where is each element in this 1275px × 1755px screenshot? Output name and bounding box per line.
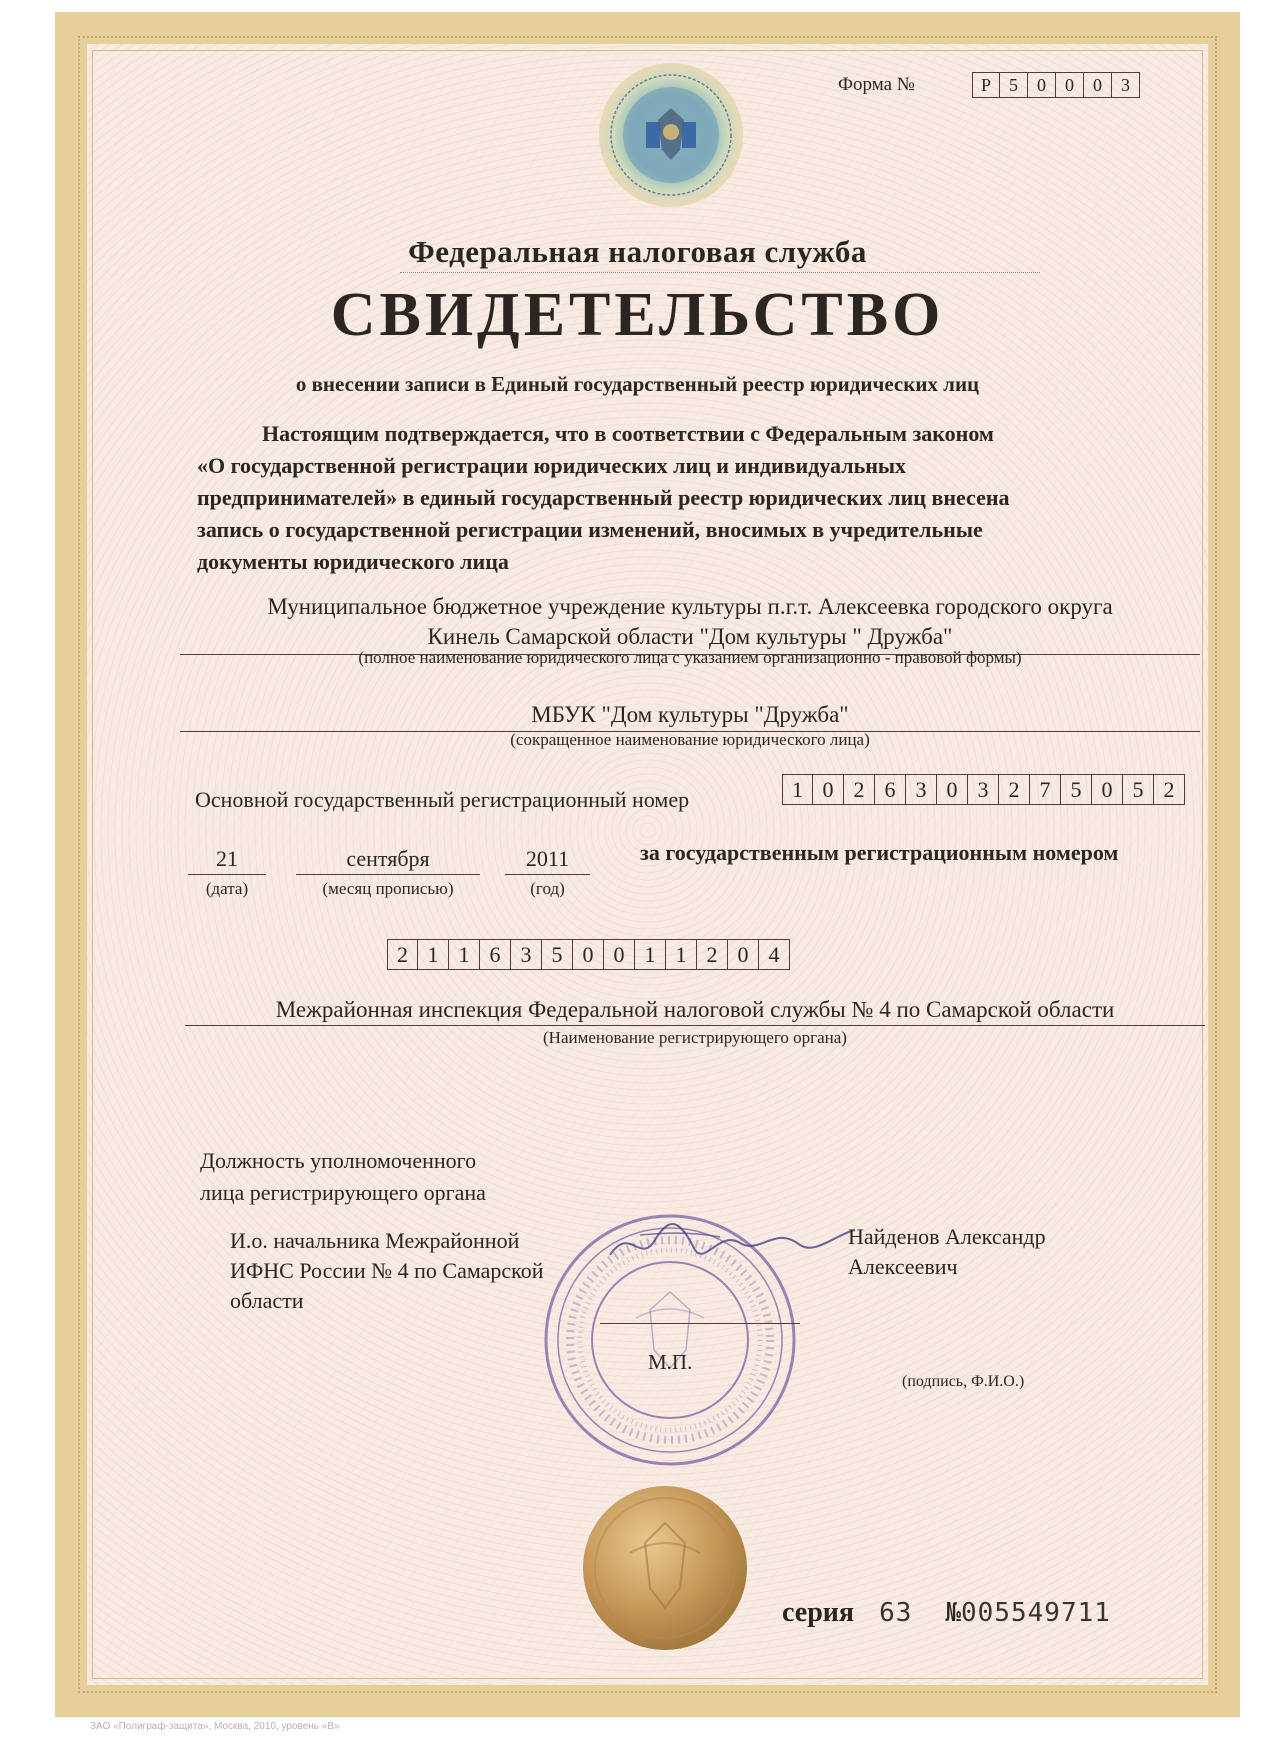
gold-seal-icon bbox=[580, 1483, 750, 1653]
signature-icon bbox=[600, 1215, 860, 1275]
entity-full-name-caption: (полное наименование юридического лица с указанием организационно - правовой формы) bbox=[358, 648, 1022, 667]
signature-caption: (подпись, Ф.И.О.) bbox=[902, 1373, 1025, 1390]
record-month-caption: (месяц прописью) bbox=[322, 879, 454, 898]
ogrn-digit: 3 bbox=[968, 774, 999, 805]
paragraph-line: запись о государственной регистрации изменений, вносимых в учредительные bbox=[197, 517, 983, 542]
official-position bbox=[230, 1226, 544, 1316]
entity-short-name: МБУК "Дом культуры "Дружба" bbox=[180, 702, 1200, 732]
agency-divider bbox=[400, 272, 1040, 273]
stamp-place-label: М.П. bbox=[648, 1350, 693, 1374]
registering-authority: Межрайонная инспекция Федеральной налоговой службы № 4 по Самарской области bbox=[185, 997, 1205, 1026]
grn-digit: 1 bbox=[449, 939, 480, 970]
ogrn-digit: 0 bbox=[813, 774, 844, 805]
grn-label: за государственным регистрационным номером bbox=[640, 840, 1119, 865]
ogrn-digit: 1 bbox=[782, 774, 813, 805]
grn-digit: 0 bbox=[604, 939, 635, 970]
grn-digit: 0 bbox=[728, 939, 759, 970]
form-number-boxes bbox=[972, 72, 1140, 98]
record-month: сентября bbox=[296, 846, 480, 875]
registering-authority-caption: (Наименование регистрирующего органа) bbox=[543, 1028, 847, 1047]
official-position-line: области bbox=[230, 1288, 304, 1313]
ogrn-digit: 2 bbox=[844, 774, 875, 805]
blank-number-label: № bbox=[945, 1598, 962, 1628]
grn-digit: 3 bbox=[511, 939, 542, 970]
signatory-name-line: Найденов Александр bbox=[848, 1224, 1046, 1249]
form-number-digit: 0 bbox=[1028, 72, 1056, 98]
certification-paragraph bbox=[197, 418, 1182, 578]
printer-imprint: ЗАО «Полиграф-защита», Москва, 2010, уровень «В» bbox=[90, 1721, 340, 1732]
ogrn-digit: 2 bbox=[1154, 774, 1185, 805]
series-value: 63 bbox=[879, 1598, 913, 1628]
entity-full-name bbox=[180, 592, 1200, 655]
record-year-caption: (год) bbox=[530, 879, 565, 898]
hologram-emblem-icon bbox=[596, 60, 746, 210]
form-number-label: Форма № bbox=[838, 74, 915, 95]
signature-line bbox=[600, 1323, 800, 1324]
ogrn-boxes bbox=[782, 774, 1185, 805]
document-title: СВИДЕТЕЛЬСТВО bbox=[330, 281, 945, 349]
record-day: 21 bbox=[188, 846, 266, 875]
signatory-name bbox=[848, 1222, 1046, 1282]
grn-digit: 2 bbox=[387, 939, 418, 970]
record-year: 2011 bbox=[505, 846, 590, 875]
paragraph-line: Настоящим подтверждается, что в соответствии с Федеральным законом bbox=[262, 421, 994, 446]
signatory-name-line: Алексеевич bbox=[848, 1254, 958, 1279]
paragraph-line: предпринимателей» в единый государственный реестр юридических лиц внесена bbox=[197, 485, 1010, 510]
form-number-digit: 0 bbox=[1056, 72, 1084, 98]
grn-digit: 1 bbox=[418, 939, 449, 970]
blank-number: 005549711 bbox=[961, 1598, 1111, 1628]
ogrn-digit: 0 bbox=[1092, 774, 1123, 805]
paragraph-line: документы юридического лица bbox=[197, 549, 509, 574]
official-position-label-line: Должность уполномоченного bbox=[200, 1148, 477, 1173]
ogrn-digit: 6 bbox=[875, 774, 906, 805]
record-day-caption: (дата) bbox=[205, 879, 249, 898]
ogrn-digit: 3 bbox=[906, 774, 937, 805]
entity-full-name-line: Муниципальное бюджетное учреждение культуры п.г.т. Алексеевка городского округа bbox=[267, 594, 1113, 619]
ogrn-digit: 5 bbox=[1061, 774, 1092, 805]
grn-digit: 1 bbox=[635, 939, 666, 970]
ogrn-digit: 2 bbox=[999, 774, 1030, 805]
grn-digit: 4 bbox=[759, 939, 790, 970]
document-subtitle: о внесении записи в Единый государственный реестр юридических лиц bbox=[295, 372, 980, 396]
entity-full-name-line: Кинель Самарской области "Дом культуры " Дружба" bbox=[427, 624, 953, 649]
grn-digit: 1 bbox=[666, 939, 697, 970]
form-number-digit: Р bbox=[972, 72, 1000, 98]
grn-digit: 2 bbox=[697, 939, 728, 970]
ogrn-digit: 5 bbox=[1123, 774, 1154, 805]
grn-digit: 0 bbox=[573, 939, 604, 970]
ogrn-digit: 7 bbox=[1030, 774, 1061, 805]
series-number bbox=[782, 1597, 1111, 1629]
official-position-label-line: лица регистрирующего органа bbox=[200, 1180, 486, 1205]
grn-boxes bbox=[387, 939, 790, 970]
grn-digit: 6 bbox=[480, 939, 511, 970]
official-position-label bbox=[200, 1145, 486, 1209]
paragraph-line: «О государственной регистрации юридических лиц и индивидуальных bbox=[197, 453, 907, 478]
agency-title: Федеральная налоговая служба bbox=[408, 234, 867, 269]
form-number-digit: 5 bbox=[1000, 72, 1028, 98]
grn-digit: 5 bbox=[542, 939, 573, 970]
form-number-digit: 3 bbox=[1112, 72, 1140, 98]
ogrn-digit: 0 bbox=[937, 774, 968, 805]
entity-short-name-caption: (сокращенное наименование юридического лица) bbox=[510, 730, 870, 749]
form-number-digit: 0 bbox=[1084, 72, 1112, 98]
series-label: серия bbox=[782, 1597, 855, 1628]
ogrn-label: Основной государственный регистрационный номер bbox=[195, 787, 690, 812]
official-position-line: И.о. начальника Межрайонной bbox=[230, 1228, 520, 1253]
official-position-line: ИФНС России № 4 по Самарской bbox=[230, 1258, 544, 1283]
